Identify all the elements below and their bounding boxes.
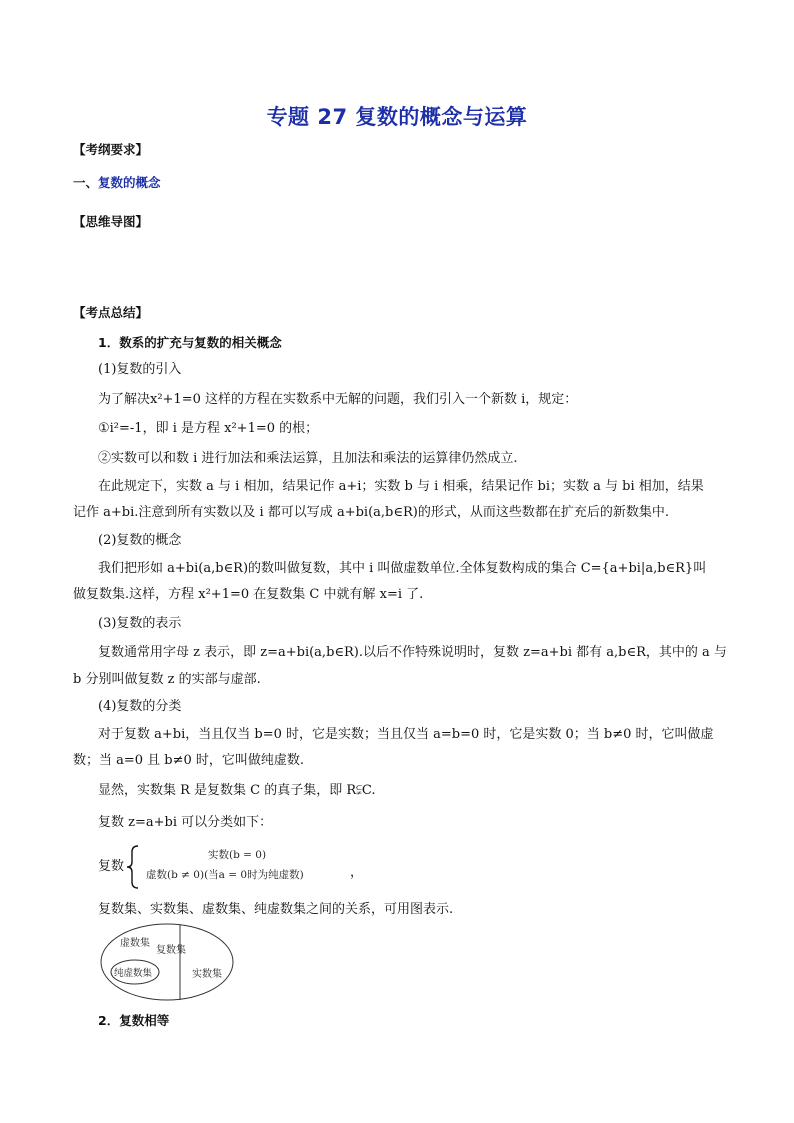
classification-comma: ， (350, 865, 364, 880)
para-1-line-2: ①i²=-1，即 i 是方程 x²+1=0 的根； (98, 421, 319, 436)
section-1-number: 一、 (73, 175, 99, 190)
para-1-line-4: 在此规定下，实数 a 与 i 相加，结果记作 a+i；实数 b 与 i 相乘，结果记作 bi；实数 a 与 bi 相加，结果 (98, 479, 704, 494)
heading-kaogang: 【考纲要求】 (73, 142, 149, 157)
para-4-line-3: 显然，实数集 R 是复数集 C 的真子集，即 R⫋C. (98, 783, 376, 798)
venn-pure-label: 纯虚数集 (114, 968, 153, 979)
section-1-title: 复数的概念 (98, 175, 161, 190)
venn-diagram (100, 922, 234, 1002)
para-4-line-1: 对于复数 a+bi，当且仅当 b=0 时，它是实数；当且仅当 a=b=0 时，它是实数 0；当 b≠0 时，它叫做虚 (98, 727, 714, 742)
heading-mindmap: 【思维导图】 (73, 214, 149, 229)
heading-summary: 【考点总结】 (73, 305, 149, 320)
classification-real: 实数(b = 0) (208, 849, 267, 861)
para-4-line-4: 复数 z=a+bi 可以分类如下： (98, 815, 273, 830)
para-1-line-5: 记作 a+bi.注意到所有实数以及 i 都可以写成 a+bi(a,b∈R)的形式，从而这些数都在扩充后的新数集中. (73, 505, 669, 520)
para-3-line-1: 复数通常用字母 z 表示，即 z=a+bi(a,b∈R).以后不作特殊说明时，复数 z=a+bi 都有 a,b∈R，其中的 a 与 (98, 645, 727, 660)
para-4-line-5: 复数集、实数集、虚数集、纯虚数集之间的关系，可用图表示. (98, 902, 454, 917)
venn-imaginary-label: 虚数集 (120, 938, 150, 949)
classification-label: 复数 (98, 859, 125, 874)
item-1-heading: 1．数系的扩充与复数的相关概念 (98, 335, 282, 350)
venn-real-label: 实数集 (192, 969, 222, 980)
venn-complex-label: 复数集 (156, 945, 186, 956)
para-4-heading: (4)复数的分类 (98, 699, 182, 714)
para-1-line-1: 为了解决x²+1=0 这样的方程在实数系中无解的问题，我们引入一个新数 i，规定： (98, 392, 578, 407)
para-1-line-3: ②实数可以和数 i 进行加法和乘法运算，且加法和乘法的运算律仍然成立. (98, 451, 518, 466)
para-2-heading: (2)复数的概念 (98, 533, 182, 548)
para-1-heading: (1)复数的引入 (98, 362, 182, 377)
section-1-heading (73, 173, 161, 191)
para-2-line-2: 做复数集.这样，方程 x²+1=0 在复数集 C 中就有解 x=i 了. (73, 587, 424, 602)
page-title: 专题 27 复数的概念与运算 (266, 105, 528, 129)
para-3-line-2: b 分别叫做复数 z 的实部与虚部. (73, 672, 261, 687)
para-4-line-2: 数；当 a=0 且 b≠0 时，它叫做纯虚数. (73, 753, 305, 768)
classification-imaginary: 虚数(b ≠ 0)(当a = 0时为纯虚数) (146, 869, 304, 881)
para-3-heading: (3)复数的表示 (98, 616, 182, 631)
classification-formula (98, 845, 364, 889)
item-2-heading: 2．复数相等 (98, 1013, 170, 1028)
para-2-line-1: 我们把形如 a+bi(a,b∈R)的数叫做复数，其中 i 叫做虚数单位.全体复数构成的集合 C={a+bi|a,b∈R}叫 (98, 561, 707, 576)
left-brace-icon (126, 845, 140, 889)
